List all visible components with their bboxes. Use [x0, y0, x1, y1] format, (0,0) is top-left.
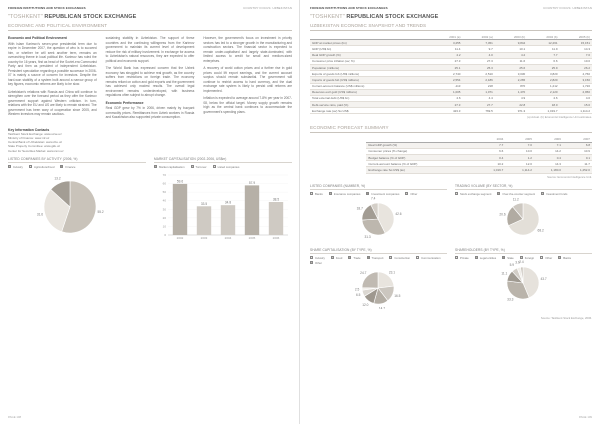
- table-cell: 1,071: [462, 89, 494, 95]
- column-header: 2003 (b): [495, 34, 527, 40]
- y-tick-label: 50: [162, 189, 166, 194]
- capitalisation-bar-chart: [154, 169, 292, 241]
- table-cell: 6.6: [527, 58, 559, 64]
- paragraph: Inflation is expected to average around 7-8% per year in 2007-08, below the official target. Money supply growth remains high as the central bank continues to accommodate the government's spending plans.: [203, 96, 293, 114]
- table-cell: 10.9: [563, 148, 592, 154]
- table-cell: 2,510: [462, 71, 494, 77]
- y-tick-label: 30: [162, 207, 166, 212]
- forecast-table: [366, 136, 592, 173]
- y-tick-label: 60: [162, 181, 166, 186]
- table-cell: 2,820: [527, 77, 559, 83]
- contact-line: Ministry of Finance: www.mf.uz: [8, 135, 50, 140]
- legend-label: Legal entities: [479, 255, 497, 260]
- table-cell: 11.4: [430, 46, 462, 52]
- table-cell: 10.0: [505, 148, 534, 154]
- slice-label: 20.6: [499, 211, 506, 216]
- column-header: 2004 (b): [527, 34, 559, 40]
- table-cell: Current-account balance (% of GDP): [366, 161, 476, 167]
- bar: [221, 205, 235, 235]
- column-header: 2005: [505, 136, 534, 142]
- table-cell: 870: [495, 83, 527, 89]
- slice-label: 31.6: [36, 212, 44, 217]
- paragraph-heading: Economic Performance: [105, 100, 144, 105]
- table-cell: 7,451: [462, 40, 494, 46]
- table-cell: Reserves excl gold (US$ millions): [310, 89, 430, 95]
- table-cell: 1,114.2: [505, 167, 534, 173]
- table-cell: 1,470: [495, 89, 527, 95]
- pie-chart-box: [455, 248, 592, 314]
- table-cell: Real GDP growth (%): [310, 52, 430, 58]
- y-tick-label: 40: [162, 198, 166, 203]
- table-cell: 12,261: [527, 40, 559, 46]
- table-cell: 1.2: [505, 155, 534, 161]
- table-cell: 4.9: [495, 95, 527, 101]
- right-pie-charts: [310, 184, 592, 314]
- table-cell: 0.4: [476, 155, 505, 161]
- legend-swatch: [367, 256, 370, 259]
- table-cell: 18.0: [527, 102, 559, 108]
- table-cell: 27.3: [430, 58, 462, 64]
- table-cell: 10.0: [560, 58, 592, 64]
- right-page: [300, 0, 600, 424]
- table-cell: 7.7: [527, 52, 559, 58]
- legend-item: [348, 256, 360, 260]
- bar-chart-box: [154, 157, 292, 246]
- page-number: PAGE 109: [578, 415, 592, 419]
- legend-label: Communication: [421, 255, 441, 260]
- slice-label: 55.2: [97, 209, 104, 214]
- sector-pie-chart: [310, 265, 446, 309]
- slice-label: 31.3: [364, 234, 371, 239]
- table-cell: Total external debt (US$ bn): [310, 95, 430, 101]
- running-header-right: COUNTRY FOCUS: UZBEKISTAN: [243, 6, 292, 10]
- bar: [245, 185, 259, 235]
- table-cell: -113: [430, 83, 462, 89]
- legend-label: Industry: [315, 255, 325, 260]
- legend-label: Other: [410, 191, 418, 196]
- legend-label: Trade: [353, 255, 361, 260]
- table-cell: 1,019.7: [527, 108, 559, 114]
- chart-title: SHARE CAPITALISATION (BY TYPE, %): [310, 248, 447, 254]
- bar: [173, 184, 187, 235]
- legend-swatch: [348, 256, 351, 259]
- table-cell: 25.1: [430, 64, 462, 70]
- table-cell: 4.2: [495, 52, 527, 58]
- legend-label: Transport: [371, 255, 384, 260]
- divider: [310, 30, 592, 31]
- legend-swatch: [416, 256, 419, 259]
- legend-label: State: [507, 255, 514, 260]
- bar-value-label: 57.9: [248, 180, 256, 185]
- table-cell: 218: [462, 83, 494, 89]
- table-cell: 1,019.7: [476, 167, 505, 173]
- y-tick-label: 20: [162, 215, 166, 220]
- table-cell: Current-account balance (US$ millions): [310, 83, 430, 89]
- x-tick-label: 2002: [176, 235, 184, 240]
- table-cell: 12.0: [505, 161, 534, 167]
- slice-label: 2.4: [519, 259, 524, 264]
- legend-label: Investment funds: [546, 191, 568, 196]
- table-cell: Debt-service ratio, paid (%): [310, 102, 430, 108]
- running-header: [310, 6, 592, 14]
- x-tick-label: 2006: [272, 235, 280, 240]
- running-header-left: FOREIGN INSTITUTIONS AND STOCK EXCHANGES: [310, 6, 388, 10]
- running-header: [8, 6, 292, 14]
- table-cell: 4.0: [560, 95, 592, 101]
- divider: [310, 132, 592, 133]
- table-cell: GDP at market prices (bn): [310, 40, 430, 46]
- table-cell: 4.6: [430, 95, 462, 101]
- legend-label: Food: [335, 255, 343, 260]
- table-cell: 26.2: [560, 64, 592, 70]
- legend-swatch: [310, 256, 313, 259]
- pie-chart-box: [310, 248, 447, 314]
- legend-swatch: [331, 256, 334, 259]
- table-cell: 25.9: [527, 64, 559, 70]
- table-cell: 769.5: [462, 108, 494, 114]
- slice-label: 33.3: [507, 297, 514, 302]
- table-cell: 0.1: [563, 155, 592, 161]
- table-cell: 6.6: [476, 148, 505, 154]
- table-cell: 10.1: [495, 46, 527, 52]
- bar-value-label: 34.8: [224, 200, 232, 205]
- slice-label: 18.7: [356, 206, 363, 211]
- table-cell: Consumer prices (% change): [366, 148, 476, 154]
- table-cell: Exchange rate So:US$ (av): [366, 167, 476, 173]
- bar: [269, 202, 283, 235]
- article-column-1: [8, 36, 97, 123]
- table-cell: 27.7: [462, 102, 494, 108]
- slice-label: 16.5: [394, 293, 401, 298]
- table-cell: 0.4: [534, 155, 563, 161]
- slice-label: 11.1: [501, 270, 508, 275]
- table-cell: 1,180.0: [534, 167, 563, 173]
- table-cell: 1,212: [527, 83, 559, 89]
- legend-label: Other: [315, 260, 322, 265]
- source-note: Source: Tashkent Stock Exchange, 2006.: [540, 315, 592, 320]
- table-cell: 15.0: [560, 102, 592, 108]
- slice-label: 6.5: [356, 292, 361, 297]
- column-header: 2007: [563, 136, 592, 142]
- table-cell: 1,720: [560, 83, 592, 89]
- x-tick-label: 2004: [224, 235, 232, 240]
- running-header-left: FOREIGN INSTITUTIONS AND STOCK EXCHANGES: [8, 6, 86, 10]
- table-cell: 14.2: [534, 148, 563, 154]
- legend-item: [331, 256, 342, 260]
- table-cell: Consumer price inflation (av; %): [310, 58, 430, 64]
- pie-chart-box: [8, 157, 146, 246]
- table-cell: 25.3: [462, 64, 494, 70]
- article-column-3: [203, 36, 292, 123]
- legend-label: Investment companies: [371, 191, 400, 196]
- table-cell: 2,120: [527, 89, 559, 95]
- table-cell: 3,150: [560, 77, 592, 83]
- page-title: "TOSHKENT" REPUBLICAN STOCK EXCHANGE: [8, 14, 137, 20]
- chart-legend: [310, 256, 447, 265]
- table-cell: 2,740: [430, 71, 462, 77]
- table-cell: Population (millions): [310, 64, 430, 70]
- legend-swatch: [389, 256, 392, 259]
- contact-line: State Property Committee: www.gkk.uz: [8, 144, 61, 149]
- table-cell: 4.0: [462, 52, 494, 58]
- table-cell: 4,760: [560, 71, 592, 77]
- table-cell: 7.0: [560, 52, 592, 58]
- legend-label: Industry: [13, 164, 23, 169]
- sector-pie-chart: [455, 196, 591, 240]
- table-cell: 3,030: [495, 71, 527, 77]
- page-title: "TOSHKENT" REPUBLICAN STOCK EXCHANGE: [310, 14, 439, 20]
- contact-line: Central Bank of Uzbekistan: www.cbu.uz: [8, 140, 63, 145]
- table-cell: 9.7: [462, 46, 494, 52]
- bar-value-label: 59.6: [176, 179, 184, 184]
- legend-label: Banks: [563, 255, 571, 260]
- paragraph: The World Bank has expressed concern that the Uzbek economy has struggled to achieve real growth, as the country suffers from restrictions on foreign trade. The economy remains reliant on cotton and gold exports and the government has achieved only modest results. The overall legal environment remains underdeveloped, with business regulations often subject to abrupt change.: [105, 66, 195, 97]
- paragraph: However, the government's focus on investment in priority sectors has led to a stronger growth in the manufacturing and construction sectors. The financial sector is expected to remain under-capitalised and largely state-dominated, with limited access to credit for small and medium-sized enterprises.: [203, 36, 293, 63]
- paragraph-heading: Economic and Political Environment: [8, 36, 67, 40]
- table-cell: 27.3: [462, 58, 494, 64]
- table-cell: 1,005: [430, 89, 462, 95]
- table-cell: 6.8: [563, 142, 592, 148]
- table-note: (a) Actual. (b) Economist Intelligence Unit estimates.: [527, 115, 592, 120]
- table-cell: 1,114.2: [560, 108, 592, 114]
- column-header: 2004: [476, 136, 505, 142]
- legend-item: [310, 256, 325, 260]
- y-tick-label: 70: [162, 172, 166, 177]
- table-cell: 7.7: [476, 142, 505, 148]
- table-cell: 4.4: [462, 95, 494, 101]
- table-cell: Exchange rate (av) So:US$: [310, 108, 430, 114]
- slice-label: 43.7: [540, 276, 547, 281]
- sector-pie-chart: [455, 260, 591, 304]
- chart-title: MARKET CAPITALISATION (2002-2006, US$m): [154, 157, 292, 163]
- sector-pie-chart: [310, 196, 446, 240]
- table-cell: 4.6: [527, 95, 559, 101]
- article-column-2: [106, 36, 195, 123]
- column-header: 2002 (a): [462, 34, 494, 40]
- table-cell: 7.1: [534, 142, 563, 148]
- legend-label: Private: [460, 255, 469, 260]
- column-header: 2001 (a): [430, 34, 462, 40]
- chart-title: TRADING VOLUME (BY SECTOR, %): [455, 184, 592, 190]
- table-cell: 971.3: [495, 108, 527, 114]
- table-cell: 10.2: [476, 161, 505, 167]
- section-subtitle: UZBEKISTAN ECONOMIC SNAPSHOT AND TRENDS: [310, 23, 427, 28]
- legend-item: [367, 256, 384, 260]
- slice-label: 42.6: [395, 211, 402, 216]
- contact-line: Center for Securities Market: www.csm.uz: [8, 148, 64, 153]
- chart-title: SHAREHOLDERS (BY TYPE, %): [455, 248, 592, 254]
- activity-pie-chart: [8, 169, 146, 241]
- y-tick-label: 10: [162, 224, 166, 229]
- running-header-right: COUNTRY FOCUS: UZBEKISTAN: [543, 6, 592, 10]
- legend-label: Agriculture/Food: [33, 164, 55, 169]
- slice-label: 11.2: [512, 196, 519, 201]
- table-cell: 2,186: [462, 77, 494, 83]
- slice-label: 7.4: [370, 196, 376, 201]
- y-tick-label: 0: [164, 232, 166, 237]
- paragraph: A recovery of world cotton prices and a further rise in gold prices could lift export earnings, and the current account surplus should remain substantial. The government will continue to restrict access to hard currency, and the dual exchange rate system is likely to persist until reforms are implemented.: [203, 66, 293, 93]
- x-tick-label: 2003: [200, 235, 208, 240]
- contact-line: Tashkent Stock Exchange: www.uzse.uz: [8, 131, 62, 136]
- table-cell: 9,844: [495, 40, 527, 46]
- paragraph: Real GDP grew by 7% in 2006, driven mainly by buoyant commodity prices. Remittances from Uzbek workers in Russia and Kazakhstan also supported private consumption.: [105, 106, 195, 119]
- slice-label: 68.2: [537, 227, 544, 232]
- table-cell: 2,265: [495, 77, 527, 83]
- table-cell: Exports of goods fob (US$ millions): [310, 71, 430, 77]
- table-row: [366, 167, 592, 173]
- table-cell: 7.0: [505, 142, 534, 148]
- table-cell: 3,255: [430, 40, 462, 46]
- bar: [197, 206, 211, 235]
- table-cell: 2,950: [560, 89, 592, 95]
- legend-label: Insurance companies: [333, 191, 361, 196]
- paragraph: With Islam Karimov's seven-year presidential term due to expire in December 2007, the question of who is to succeed him, or whether he will seek another term, remains an overarching theme in local political life. Karimov has ruled the country for 16 years, first as head of the Soviet-era Communist Party and then as president of independent Uzbekistan. Persistent speculation regarding a possible successor in 2006-07 is mainly a source of concern for investors. Despite the hard-won stability of a system built around a narrow group of key figures, economic reforms are likely to be slow.: [8, 41, 97, 86]
- forecast-heading: ECONOMIC FORECAST SUMMARY: [310, 125, 389, 131]
- article-columns: [8, 36, 292, 123]
- chart-title: LISTED COMPANIES BY ACTIVITY (2006, %): [8, 157, 146, 163]
- legend-label: Stock exchange segment: [460, 191, 492, 196]
- table-cell: 27.3: [430, 102, 462, 108]
- slice-label: 13.2: [54, 176, 61, 181]
- bar-value-label: 38.5: [272, 197, 280, 202]
- legend-label: Banks: [315, 191, 323, 196]
- paragraph: Uzbekistan's relations with Russia and China will continue to strengthen over the forecast period as they offer the Karimov government support against Western criticism. In turn, relations with the EU and US are likely to remain strained. The government has been wary of cooperation since 2005, and Western investors may remain cautious.: [8, 89, 97, 116]
- table-cell: 2,554: [430, 77, 462, 83]
- divider: [8, 30, 292, 31]
- table-cell: 14.3: [534, 161, 563, 167]
- slice-label: 12.0: [362, 302, 369, 307]
- table-cell: 14.3: [560, 46, 592, 52]
- snapshot-table: [310, 34, 592, 114]
- table-cell: 11.7: [563, 161, 592, 167]
- table-cell: 22.8: [495, 102, 527, 108]
- table-cell: 4.2: [430, 52, 462, 58]
- slice-label: 2.5: [354, 286, 360, 291]
- column-header: 2005 (b): [560, 34, 592, 40]
- key-contacts: Key Information Contacts Tashkent Stock Exchange: www.uzse.uz Ministry of Finance: www.mf.uz Central Bank of Uzbekistan: www.cbu.uz State Property Committee: www.gkk.uz Center for Securities Market: www.csm.uz: [8, 128, 292, 153]
- column-header: 2006: [534, 136, 563, 142]
- legend-label: Listed companies: [217, 164, 240, 169]
- section-subtitle: ECONOMIC AND POLITICAL ENVIRONMENT: [8, 23, 108, 28]
- legend-label: Construction: [394, 255, 411, 260]
- slice-label: 3.6: [515, 260, 520, 265]
- x-tick-label: 2005: [248, 235, 256, 240]
- table-cell: 3,820: [527, 71, 559, 77]
- left-charts: [8, 157, 292, 246]
- chart-title: LISTED COMPANIES (NUMBER, %): [310, 184, 447, 190]
- table-cell: Budget balance (% of GDP): [366, 155, 476, 161]
- legend-item: [416, 256, 440, 260]
- pie-chart-box: [455, 184, 592, 245]
- legend-label: Finance: [65, 164, 76, 169]
- table-row: [310, 108, 592, 114]
- table-cell: GDP (US$ bn): [310, 46, 430, 52]
- pie-chart-box: [310, 184, 447, 245]
- slice-label: 5.9: [509, 262, 515, 267]
- page-number: PAGE 108: [8, 415, 22, 419]
- table-note: Source: Economist Intelligence Unit.: [547, 174, 592, 179]
- table-cell: 423.3: [430, 108, 462, 114]
- slice-label: 23.1: [388, 269, 396, 274]
- legend-item: [389, 256, 410, 260]
- table-cell: 11.6: [495, 58, 527, 64]
- table-cell: 25.6: [495, 64, 527, 70]
- table-cell: 1,252.0: [563, 167, 592, 173]
- table-cell: 11.9: [527, 46, 559, 52]
- legend-label: Other: [545, 255, 553, 260]
- table-cell: Imports of goods fob (US$ millions): [310, 77, 430, 83]
- table-cell: 15,151: [560, 40, 592, 46]
- table-cell: Real GDP growth (%): [366, 142, 476, 148]
- legend-label: Market capitalisation: [159, 164, 185, 169]
- paragraph: sustaining stability in Uzbekistan. The support of these countries and the continuing willingness from the Karimov government to maintain its current level of development reduce the risk of military involvement. In exchange for access to Uzbekistan's natural resources, they are expected to offer political and economic support.: [105, 36, 195, 63]
- legend-label: Foreign: [524, 255, 535, 260]
- legend-label: Turnover: [195, 164, 207, 169]
- legend-label: Over-the-counter segment: [502, 191, 536, 196]
- slice-label: 14.7: [378, 306, 386, 309]
- bar-value-label: 33.5: [200, 201, 208, 206]
- slice-label: 24.7: [360, 270, 367, 275]
